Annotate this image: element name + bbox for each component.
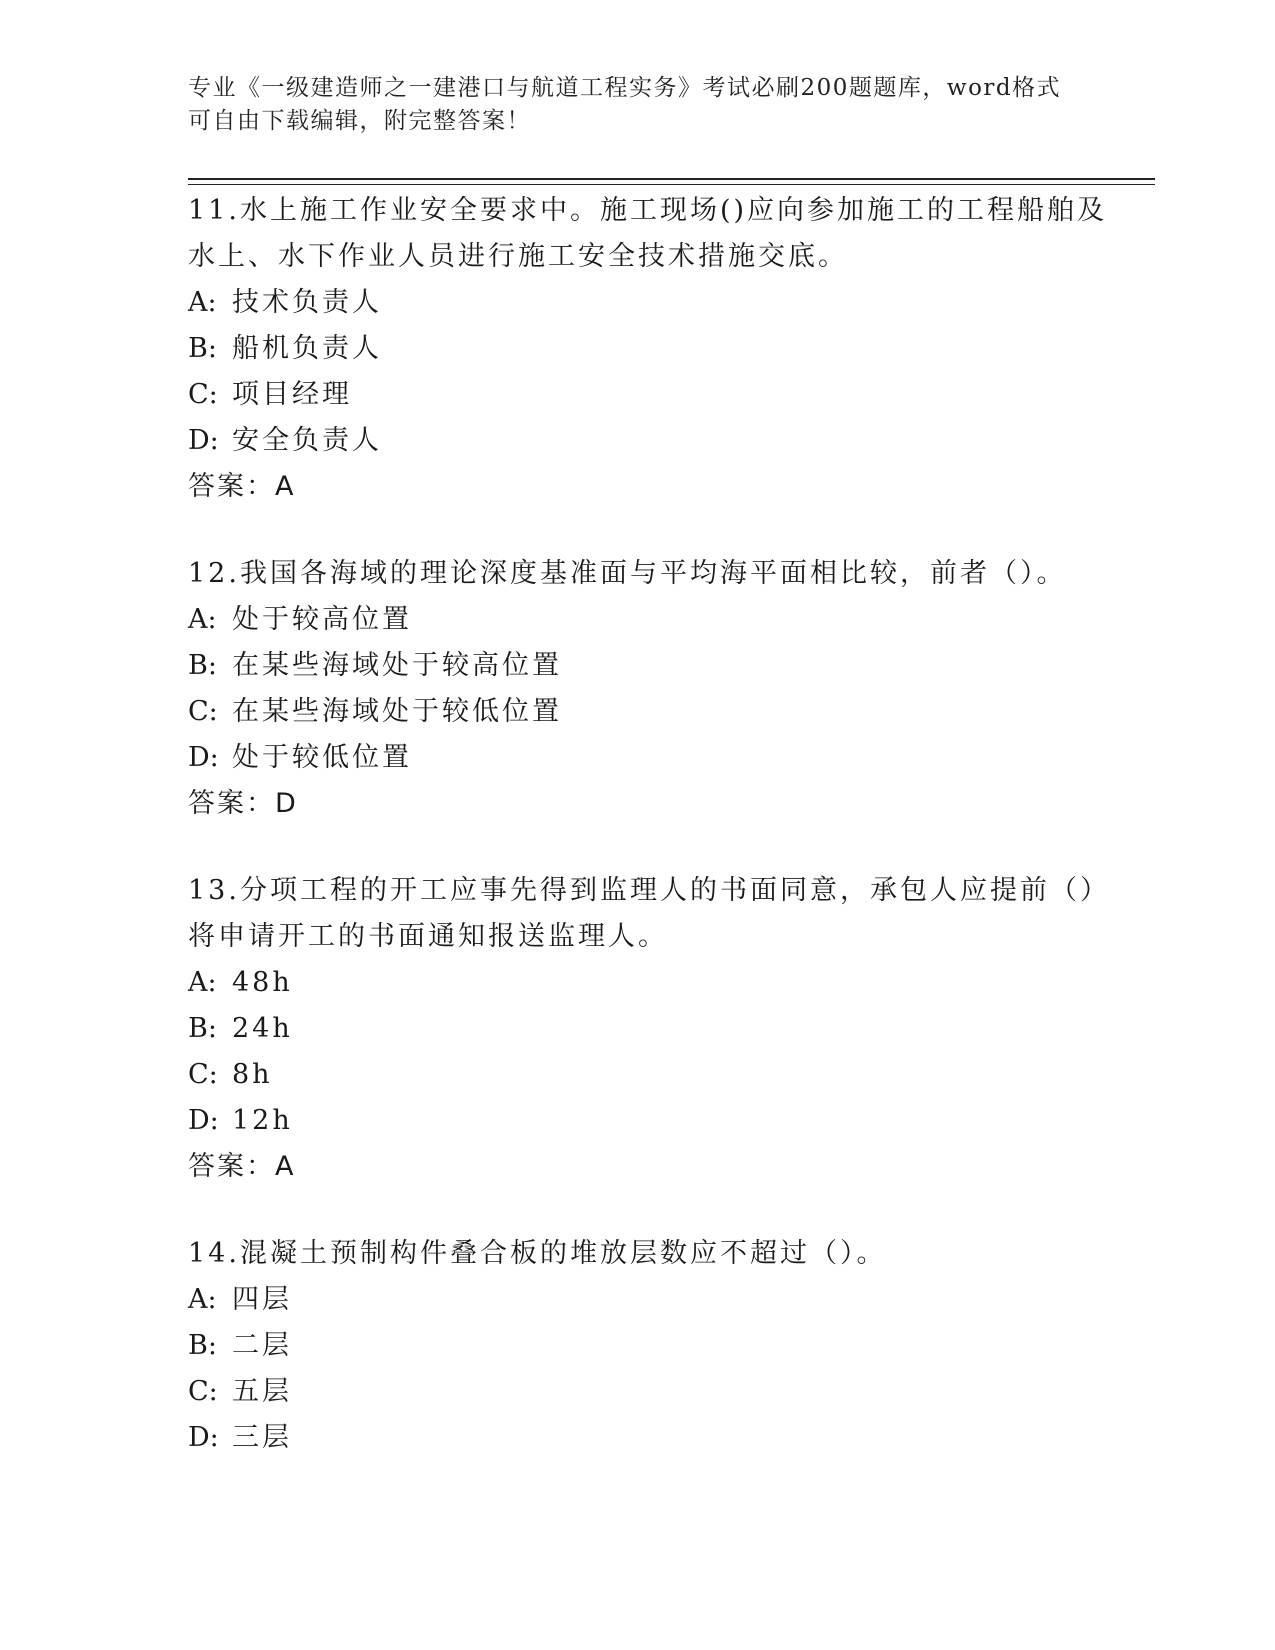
option-letter: D:: [188, 1105, 219, 1136]
option-a: [188, 1277, 1118, 1323]
option-letter: C:: [188, 696, 218, 727]
header-divider-thin: [188, 184, 1155, 185]
option-text: 48h: [232, 967, 293, 998]
option-text: 在某些海域处于较低位置: [232, 696, 562, 727]
option-d: [188, 418, 1118, 464]
option-d: [188, 1415, 1118, 1461]
question-stem-line: 14.混凝土预制构件叠合板的堆放层数应不超过（）。: [188, 1238, 887, 1269]
option-text: 处于较低位置: [232, 742, 412, 773]
option-letter: D:: [188, 742, 219, 773]
option-text: 三层: [232, 1422, 292, 1453]
question-12: [188, 551, 1118, 827]
header-line-1: 专业《一级建造师之一建港口与航道工程实务》考试必刷200题题库，word格式: [188, 75, 1062, 101]
question-list: [188, 188, 1118, 1502]
option-letter: D:: [188, 1422, 219, 1453]
question-stem-line: 水上、水下作业人员进行施工安全技术措施交底。: [188, 241, 848, 272]
option-text: 二层: [232, 1330, 292, 1361]
option-letter: C:: [188, 1059, 218, 1090]
option-b: [188, 326, 1118, 372]
question-stem-line: 11.水上施工作业安全要求中。施工现场()应向参加施工的工程船舶及: [188, 195, 1108, 226]
option-letter: A:: [188, 967, 217, 998]
option-text: 五层: [232, 1376, 292, 1407]
option-c: [188, 1052, 1118, 1098]
option-text: 安全负责人: [232, 425, 382, 456]
option-text: 技术负责人: [232, 287, 382, 318]
option-a: [188, 280, 1118, 326]
option-letter: B:: [188, 650, 217, 681]
question-11: [188, 188, 1118, 510]
option-text: 12h: [232, 1105, 293, 1136]
option-a: [188, 960, 1118, 1006]
option-text: 项目经理: [232, 379, 352, 410]
option-text: 处于较高位置: [232, 604, 412, 635]
option-letter: B:: [188, 1330, 217, 1361]
option-letter: B:: [188, 1013, 217, 1044]
option-text: 24h: [232, 1013, 293, 1044]
answer-line: 答案：A: [188, 1151, 296, 1182]
header-divider-thick: [188, 178, 1155, 180]
option-letter: A:: [188, 287, 217, 318]
option-d: [188, 1098, 1118, 1144]
option-c: [188, 689, 1118, 735]
question-stem-line: 13.分项工程的开工应事先得到监理人的书面同意，承包人应提前（）: [188, 875, 1110, 906]
option-a: [188, 597, 1118, 643]
option-letter: D:: [188, 425, 219, 456]
option-text: 船机负责人: [232, 333, 382, 364]
option-letter: C:: [188, 1376, 218, 1407]
option-letter: A:: [188, 1284, 217, 1315]
answer-line: 答案：A: [188, 471, 296, 502]
option-text: 8h: [232, 1059, 273, 1090]
option-c: [188, 372, 1118, 418]
document-header: [188, 72, 1088, 138]
question-stem-line: 12.我国各海域的理论深度基准面与平均海平面相比较，前者（）。: [188, 558, 1067, 589]
option-b: [188, 643, 1118, 689]
option-text: 四层: [232, 1284, 292, 1315]
option-d: [188, 735, 1118, 781]
option-c: [188, 1369, 1118, 1415]
option-letter: A:: [188, 604, 217, 635]
option-b: [188, 1323, 1118, 1369]
answer-line: 答案：D: [188, 788, 298, 819]
option-letter: B:: [188, 333, 217, 364]
option-b: [188, 1006, 1118, 1052]
question-14: [188, 1231, 1118, 1461]
option-text: 在某些海域处于较高位置: [232, 650, 562, 681]
header-line-2: 可自由下载编辑，附完整答案！: [188, 108, 531, 134]
option-letter: C:: [188, 379, 218, 410]
question-13: [188, 868, 1118, 1190]
question-stem-line: 将申请开工的书面通知报送监理人。: [188, 921, 668, 952]
